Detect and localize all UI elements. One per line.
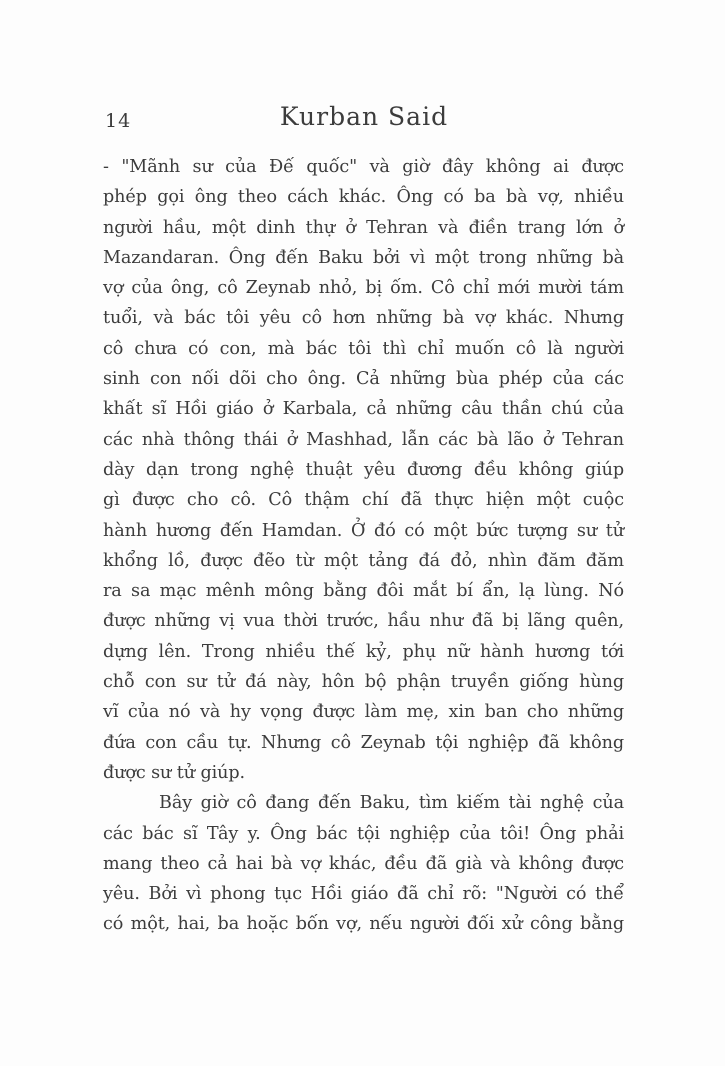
text-line: các nhà thông thái ở Mashhad, lẫn các bà lão ở Tehran — [103, 429, 624, 450]
text-line: các bác sĩ Tây y. Ông bác tội nghiệp của tôi! Ông phải — [103, 823, 624, 844]
text-line: có một, hai, ba hoặc bốn vợ, nếu người đối xử công bằng — [103, 914, 624, 935]
text-line: ra sa mạc mênh mông bằng đôi mắt bí ẩn, lạ lùng. Nó — [103, 581, 624, 602]
text-line: khổng lồ, được đẽo từ một tảng đá đỏ, nhìn đăm đăm — [103, 550, 624, 571]
page-number: 14 — [105, 110, 132, 132]
text-line: người hầu, một dinh thự ở Tehran và điền trang lớn ở — [103, 217, 624, 238]
text-line: sinh con nối dõi cho ông. Cả những bùa phép của các — [103, 369, 624, 390]
text-line: vĩ của nó và hy vọng được làm mẹ, xin ban cho những — [103, 702, 624, 723]
paragraph — [103, 152, 624, 788]
text-line: gì được cho cô. Cô thậm chí đã thực hiện một cuộc — [103, 490, 624, 511]
running-header-title: Kurban Said — [279, 102, 449, 131]
text-line: phép gọi ông theo cách khác. Ông có ba bà vợ, nhiều — [103, 187, 624, 208]
text-line: đứa con cầu tự. Nhưng cô Zeynab tội nghiệp đã không — [103, 732, 624, 753]
text-line: Mazandaran. Ông đến Baku bởi vì một trong những bà — [103, 247, 624, 268]
text-line: Bây giờ cô đang đến Baku, tìm kiếm tài nghệ của — [159, 793, 624, 814]
text-line: hành hương đến Hamdan. Ở đó có một bức tượng sư tử — [103, 520, 624, 541]
text-line: được sư tử giúp. — [103, 762, 246, 783]
text-line: dựng lên. Trong nhiều thế kỷ, phụ nữ hành hương tới — [103, 641, 624, 662]
page-header — [103, 100, 625, 134]
page-body — [103, 152, 624, 940]
text-line: yêu. Bởi vì phong tục Hồi giáo đã chỉ rõ: "Người có thể — [103, 884, 624, 905]
text-line: cô chưa có con, mà bác tôi thì chỉ muốn cô là người — [103, 338, 624, 359]
text-line: - "Mãnh sư của Đế quốc" và giờ đây không ai được — [103, 157, 624, 177]
paragraph — [103, 788, 624, 939]
text-line: được những vị vua thời trước, hầu như đã bị lãng quên, — [103, 611, 624, 632]
text-line: khất sĩ Hồi giáo ở Karbala, cả những câu thần chú của — [103, 399, 624, 420]
text-line: dày dạn trong nghệ thuật yêu đương đều không giúp — [103, 459, 624, 480]
text-line: mang theo cả hai bà vợ khác, đều đã già và không được — [103, 853, 624, 874]
text-line: tuổi, và bác tôi yêu cô hơn những bà vợ khác. Nhưng — [103, 308, 624, 329]
text-line: chỗ con sư tử đá này, hôn bộ phận truyền giống hùng — [103, 672, 624, 693]
text-line: vợ của ông, cô Zeynab nhỏ, bị ốm. Cô chỉ mới mười tám — [103, 278, 624, 299]
